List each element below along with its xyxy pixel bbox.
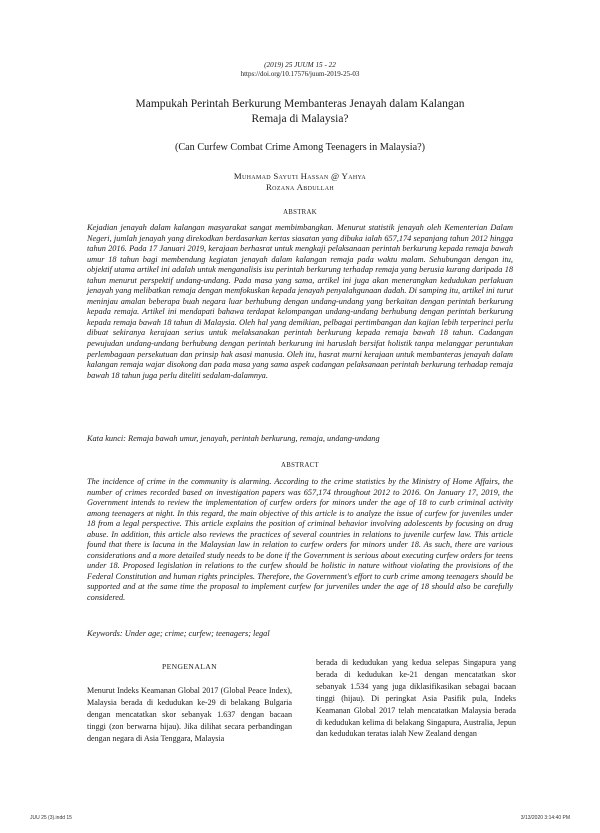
author-1: Muhamad Sayuti Hassan @ Yahya <box>233 171 367 181</box>
introduction-heading: PENGENALAN <box>161 662 218 671</box>
abstract-heading: ABSTRACT <box>281 462 319 469</box>
doi-link[interactable]: https://doi.org/10.17576/juum-2019-25-03 <box>240 70 360 78</box>
journal-reference: (2019) 25 JUUM 15 - 22 <box>264 61 336 69</box>
author-2: Rozana Abdullah <box>265 182 335 192</box>
abstract-body: The incidence of crime in the community is alarming. According to the crime statistics by the Ministry of Home Affairs, the number of crimes recorded based on investigation papers was 657,174 throughout 2012 to 2016. On January 17, 2019, the Government intends to review the implementation of curfew orders for minors under the age of 18 to curb criminal activity among teenagers at night. In this regard, the main objective of this article is to analyze the issue of curfew for juveniles under 18 from a legal perspective. This article explains the position of criminal behavior involving adolescents by focusing on drug abuse. In addition, this article also reviews the practices of several countries in relations to juvenile curfew law. This article found that there is lacuna in the Malaysian law in relation to curfew orders for minors under 18. As such, there are various considerations and a more detailed study needs to be done if the Government is serious about executing curfew orders for teens under 18. Proposed legislation in relations to the curfew should be holistic in nature without violating the provisions of the Federal Constitution and human rights principles. Therefore, the Government's effort to curb crime among teenagers should be supported and at the same time the proposal to implement curfew for jurveniles under the age of 18 should also be carefully considered. <box>87 477 513 603</box>
title-line-1: Mampukah Perintah Berkurung Membanteras Jenayah dalam Kalangan <box>135 98 465 110</box>
abstrak-keywords: Kata kunci: Remaja bawah umur, jenayah, perintah berkurung, remaja, undang-undang <box>87 434 380 443</box>
article-title <box>110 97 490 127</box>
introduction-left-column: Menurut Indeks Keamanan Global 2017 (Global Peace Index), Malaysia berada di kedudukan ke-29 di belakang Bulgaria dengan mencatatkan skor sebanyak 1.637 dengan bacaan tinggi (zon berwarna hijau). Jika dilihat secara perbandingan dengan negara di Asia Tenggara, Malaysia <box>87 686 292 743</box>
abstrak-heading: ABSTRAK <box>283 209 317 216</box>
abstrak-body: Kejadian jenayah dalam kalangan masyarakat sangat membimbangkan. Menurut statistik jenayah oleh Kementerian Dalam Negeri, jumlah jenayah yang direkodkan berdasarkan kertas siasatan yang dibuka ialah 657,174 sepanjang tahun 2012 hingga tahun 2016. Pada 17 Januari 2019, kerajaan berhasrat untuk mengkaji pelaksanaan perintah berkurung kepada remaja bawah umur 18 tahun bagi membendung kegiatan jenayah dalam kalangan remaja pada waktu malam. Sehubungan dengan itu, objektif utama artikel ini adalah untuk menganalisis isu perintah berkurung terhadap remaja yang berusia kurang daripada 18 tahun menurut perspektif undang-undang. Pada masa yang sama, artikel ini juga akan menerangkan kedudukan perlakuan jenayah yang melibatkan remaja dengan memfokuskan kepada jenayah penyalahgunaan dadah. Di samping itu, artikel ini turut meninjau amalan beberapa buah negara luar berhubung dengan undang-undang yang berkaitan dengan perintah berkurung kepada remaja. Artikel ini mendapati bahawa terdapat kelompangan undang-undang berhubung dengan perintah berkurung kepada remaja bawah 18 tahun di Malaysia. Oleh hal yang demikian, pelbagai pertimbangan dan kajian lebih terperinci perlu dibuat sekiranya kerajaan serius untuk melaksanakan perintah berkurung kepada remaja bawah 18 tahun. Cadangan pewujudan undang-undang berhubung dengan perintah berkurung ini haruslah bersifat holistik tanpa melanggar peruntukan perlembagaan persekutuan dan prinsip hak asasi manusia. Oleh itu, hasrat murni kerajaan untuk membanteras jenayah dalam kalangan remaja wajar disokong dan pada masa yang sama aspek cadangan pelaksanaan perintah berkurung terhadap remaja bawah 18 tahun juga perlu diteliti sedalam-dalamnya. <box>87 223 513 380</box>
footer-timestamp: 3/13/2020 3:14:40 PM <box>520 815 570 821</box>
footer-file-label: JUU 25 (3).indd 15 <box>30 815 72 821</box>
english-title: (Can Curfew Combat Crime Among Teenagers in Malaysia?) <box>174 142 426 153</box>
abstract-keywords: Keywords: Under age; crime; curfew; teenagers; legal <box>87 629 270 638</box>
title-line-2: Remaja di Malaysia? <box>251 113 349 125</box>
introduction-right-column: berada di kedudukan yang kedua selepas Singapura yang berada di kedudukan ke-21 dengan mencatatkan skor sebanyak 1.534 yang juga diklasifikasikan sebagai bacaan tinggi (hijau). Di peringkat Asia Pasifik pula, Indeks Keamanan Global 2017 telah mencatatkan Malaysia berada di kedudukan kelima di belakang Singapura, Australia, Jepun dan kedudukan teratas ialah New Zealand dengan <box>316 658 516 739</box>
